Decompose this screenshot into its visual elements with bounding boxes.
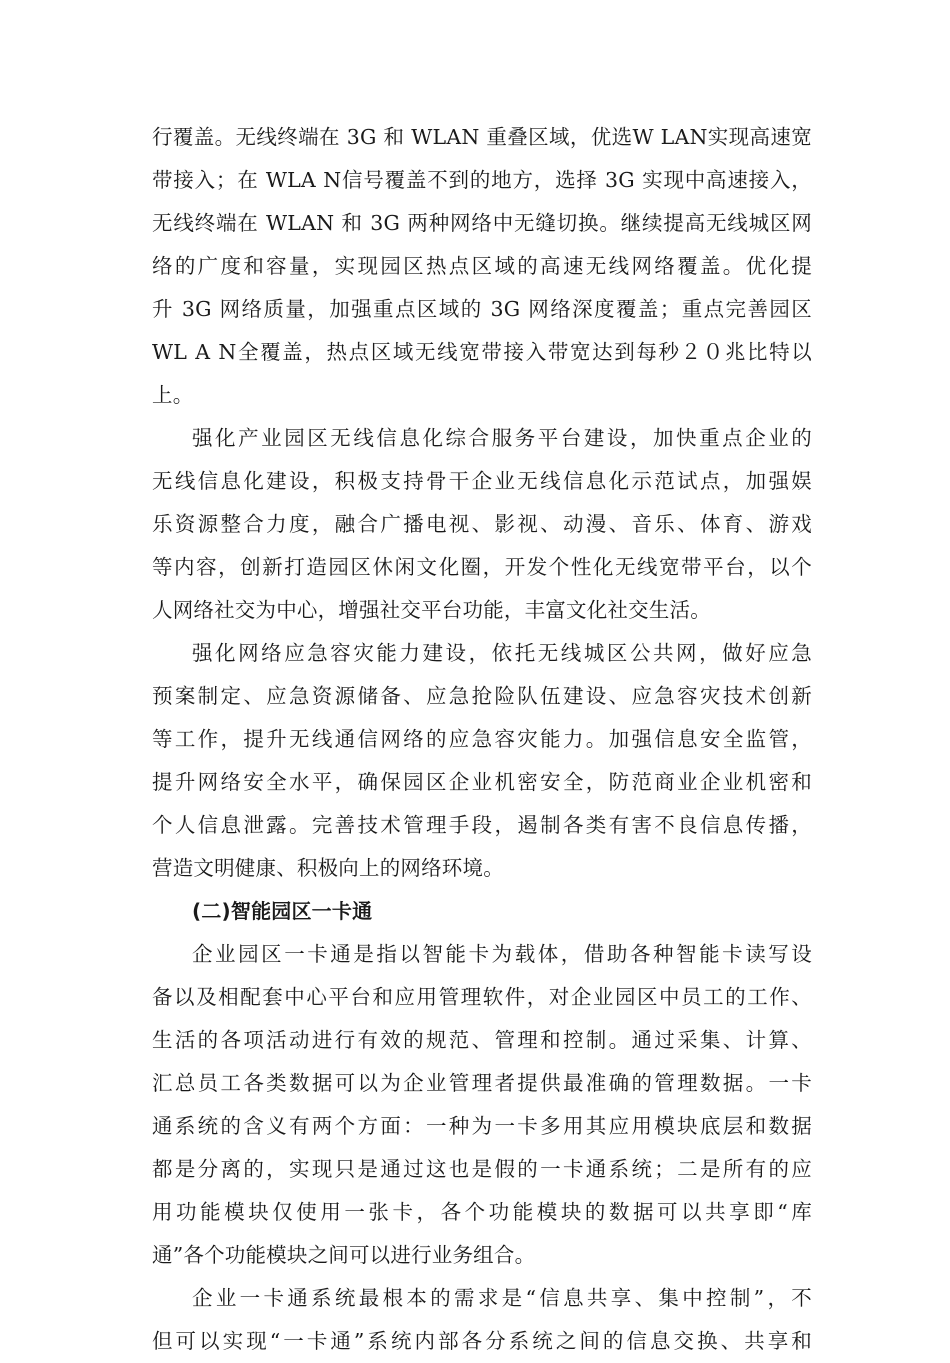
text-line: WL A N全覆盖，热点区域无线宽带接入带宽达到每秒２０兆比特以 <box>152 340 812 364</box>
text-line: 个人信息泄露。完善技术管理手段，遏制各类有害不良信息传播， <box>152 813 812 837</box>
text-line: 等内容，创新打造园区休闲文化圈，开发个性化无线宽带平台，以个 <box>152 555 812 579</box>
text-line: 通系统的含义有两个方面：一种为一卡多用其应用模块底层和数据 <box>152 1114 812 1138</box>
text-line: 行覆盖。无线终端在 3G 和 WLAN 重叠区域，优选W LAN实现高速宽 <box>152 125 812 149</box>
text-line: 升 3G 网络质量，加强重点区域的 3G 网络深度覆盖；重点完善园区 <box>152 297 812 321</box>
section-heading <box>152 890 812 933</box>
text-line: 企业园区一卡通是指以智能卡为载体，借助各种智能卡读写设 <box>192 942 812 966</box>
text-line: 都是分离的，实现只是通过这也是假的一卡通系统；二是所有的应 <box>152 1157 812 1181</box>
text-line: 提升网络安全水平，确保园区企业机密安全，防范商业企业机密和 <box>152 770 812 794</box>
text-line: 带接入；在 WLA N信号覆盖不到的地方，选择 3G 实现中高速接入， <box>152 168 812 192</box>
text-line: 但可以实现“一卡通”系统内部各分系统之间的信息交换、共享和 <box>152 1329 812 1353</box>
text-line: 强化网络应急容灾能力建设，依托无线城区公共网，做好应急 <box>192 641 812 665</box>
text-line: 等工作，提升无线通信网络的应急容灾能力。加强信息安全监管， <box>152 727 812 751</box>
text-line: 乐资源整合力度，融合广播电视、影视、动漫、音乐、体育、游戏 <box>152 512 812 536</box>
text-line: 生活的各项活动进行有效的规范、管理和控制。通过采集、计算、 <box>152 1028 812 1052</box>
text-line: 强化产业园区无线信息化综合服务平台建设，加快重点企业的 <box>192 426 812 450</box>
paragraph-wireless-platform <box>152 417 812 632</box>
text-line: 营造文明健康、积极向上的网络环境。 <box>152 856 504 880</box>
text-line: 备以及相配套中心平台和应用管理软件，对企业园区中员工的工作、 <box>152 985 812 1009</box>
text-line: 上。 <box>152 383 194 407</box>
text-line: 汇总员工各类数据可以为企业管理者提供最准确的管理数据。一卡 <box>152 1071 812 1095</box>
text-line: 络的广度和容量，实现园区热点区域的高速无线网络覆盖。优化提 <box>152 254 812 278</box>
paragraph-one-card-definition <box>152 933 812 1277</box>
document-body <box>152 116 812 1363</box>
text-line: 无线终端在 WLAN 和 3G 两种网络中无缝切换。继续提高无线城区网 <box>152 211 812 235</box>
text-line: 企业一卡通系统最根本的需求是“信息共享、集中控制”，不 <box>192 1286 812 1310</box>
section-heading-text: (二)智能园区一卡通 <box>192 899 373 923</box>
text-line: 通”各个功能模块之间可以进行业务组合。 <box>152 1243 536 1267</box>
text-line: 无线信息化建设，积极支持骨干企业无线信息化示范试点，加强娱 <box>152 469 812 493</box>
paragraph-one-card-requirements <box>152 1277 812 1363</box>
text-line: 用功能模块仅使用一张卡，各个功能模块的数据可以共享即“库 <box>152 1200 812 1224</box>
text-line: 预案制定、应急资源储备、应急抢险队伍建设、应急容灾技术创新 <box>152 684 812 708</box>
paragraph-emergency-recovery <box>152 632 812 890</box>
paragraph-wlan-coverage <box>152 116 812 417</box>
text-line: 人网络社交为中心，增强社交平台功能，丰富文化社交生活。 <box>152 598 711 622</box>
